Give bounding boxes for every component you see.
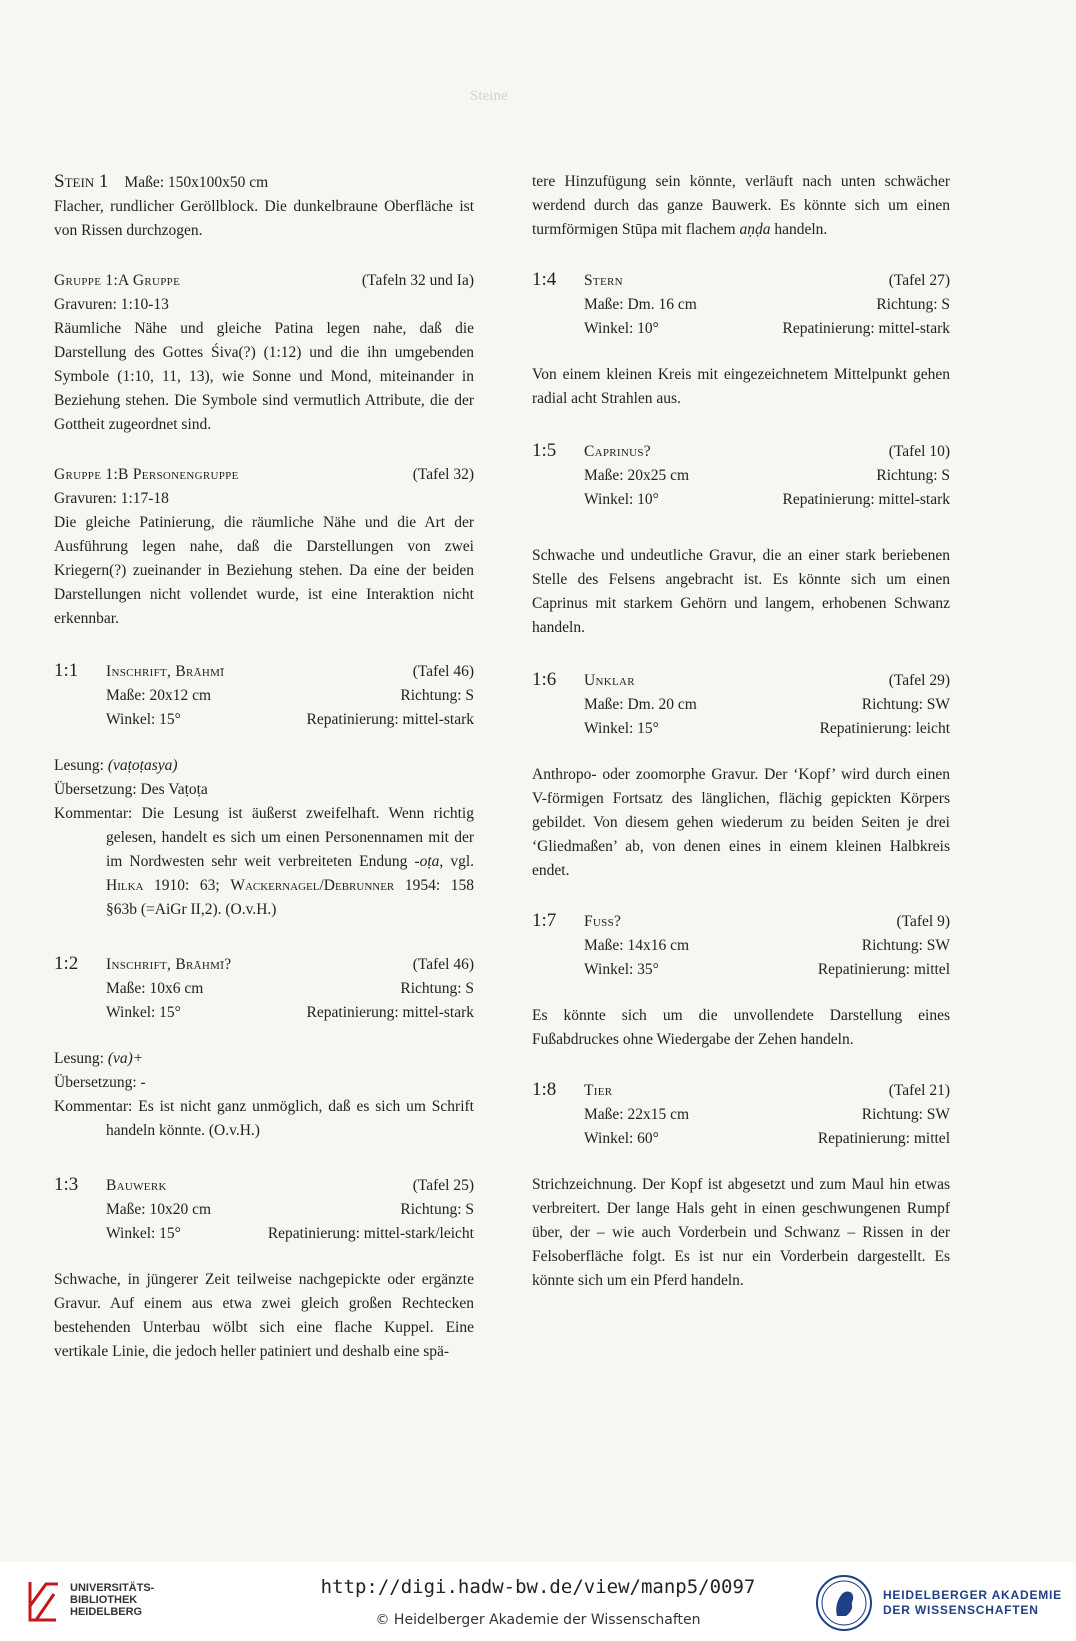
entry-description: Strichzeichnung. Der Kopf ist abgesetzt und zum Maul hin etwas verbreitert. Der lange Hals geht in einen geschwungenen Rumpf über, der – wie auch Vorderbein und Schwanz – Rissen in der Felsoberfläche folgt. Es ist nur ein Vorderbein dargestellt. Es könnte sich um ein Pferd handeln. <box>532 1176 950 1289</box>
ub-logo-text: UNIVERSITÄTS- BIBLIOTHEK HEIDELBERG <box>70 1582 155 1618</box>
entry-heading <box>532 439 950 464</box>
entry-angle: Winkel: 15° <box>106 711 181 728</box>
entry-size: Maße: 10x20 cm <box>106 1201 212 1218</box>
entry-comment: Kommentar: Es ist nicht ganz unmöglich, daß es sich um Schrift handeln könnte. (O.v.H.) <box>54 1098 474 1139</box>
entry-comment: Kommentar: Die Lesung ist äußerst zweifelhaft. Wenn richtig gelesen, handelt es sich um einen Personennamen mit der im Nordwesten sehr weit verbreiteten Endung -oṭa, vgl. Hilka 1910: 63; Wackernagel/Debrunner 1954: 158 §63b (=AiGr II,2). (O.v.H.) <box>54 805 474 918</box>
entry-description: Es könnte sich um die unvollendete Darstellung eines Fußabdruckes ohne Wiedergabe der Zehen handeln. <box>532 1007 950 1048</box>
gruppe-b-engravings: Gravuren: 1:17-18 <box>54 490 169 507</box>
left-column <box>54 170 474 1364</box>
entry-plate: (Tafel 46) <box>412 663 474 680</box>
gruppe-a-heading <box>54 269 474 293</box>
entry-meta <box>584 1103 950 1151</box>
hadw-logo-text: HEIDELBERGER AKADEMIE DER WISSENSCHAFTEN <box>882 1588 1062 1617</box>
entry-1-1 <box>54 659 474 922</box>
academy-seal-icon <box>815 1574 873 1632</box>
entry-angle: Winkel: 15° <box>584 720 659 737</box>
gruppe-a-engravings: Gravuren: 1:10-13 <box>54 296 169 313</box>
entry-angle: Winkel: 10° <box>584 320 659 337</box>
entry-translation: Übersetzung: Des Vaṭoṭa <box>54 781 208 798</box>
entry-meta <box>584 464 950 512</box>
entry-heading <box>54 1173 474 1198</box>
entry-angle: Winkel: 15° <box>106 1004 181 1021</box>
gruppe-a-plates: (Tafeln 32 und Ia) <box>361 272 474 289</box>
entry-1-3 <box>54 1173 474 1364</box>
entry-angle: Winkel: 15° <box>106 1225 181 1242</box>
entry-repatination: Repatinierung: mittel-stark/leicht <box>267 1225 474 1242</box>
entry-plate: (Tafel 25) <box>412 1177 474 1194</box>
entry-direction: Richtung: S <box>400 687 474 704</box>
entry-1-8 <box>532 1078 950 1293</box>
entry-meta <box>106 684 474 732</box>
entry-meta <box>584 693 950 741</box>
entry-repatination: Repatinierung: mittel <box>817 1130 950 1147</box>
entry-number: 1:5 <box>532 440 557 461</box>
entry-heading <box>532 1078 950 1103</box>
stein-description: Flacher, rundlicher Geröllblock. Die dunkelbraune Oberfläche ist von Rissen durchzogen. <box>54 198 474 239</box>
gruppe-b-plates: (Tafel 32) <box>412 466 474 483</box>
entry-description: Schwache und undeutliche Gravur, die an einer stark beriebenen Stelle des Felsens angebracht ist. Es könnte sich um einen Caprinus mit starkem Gehörn und langem, erhobenen Schwanz handeln. <box>532 547 950 636</box>
stein-title: Stein 1 <box>54 171 109 192</box>
entry-plate: (Tafel 10) <box>888 443 950 460</box>
entry-number: 1:1 <box>54 660 79 681</box>
entry-heading <box>532 909 950 934</box>
entry-angle: Winkel: 35° <box>584 961 659 978</box>
entry-title: Inschrift, Brāhmī? <box>106 956 232 973</box>
entry-description: Von einem kleinen Kreis mit eingezeichnetem Mittelpunkt gehen radial acht Strahlen aus. <box>532 366 950 407</box>
running-head: Steine <box>470 88 508 104</box>
entry-1-6 <box>532 668 950 883</box>
entry-title: Fuss? <box>584 913 622 930</box>
entry-heading <box>532 268 950 293</box>
permalink-url[interactable]: http://digi.hadw-bw.de/view/manp5/0097 <box>320 1576 756 1598</box>
entry-1-2 <box>54 952 474 1143</box>
entry-number: 1:7 <box>532 910 557 931</box>
entry-repatination: Repatinierung: mittel-stark <box>782 491 950 508</box>
footer-bar <box>0 1562 1076 1641</box>
entry-plate: (Tafel 29) <box>888 672 950 689</box>
entry-title: Bauwerk <box>106 1177 167 1194</box>
entry-angle: Winkel: 60° <box>584 1130 659 1147</box>
entry-reading: Lesung: (va)+ <box>54 1050 144 1067</box>
entry-plate: (Tafel 27) <box>888 272 950 289</box>
entry-meta <box>584 934 950 982</box>
entry-title: Unklar <box>584 672 635 689</box>
entry-direction: Richtung: S <box>400 980 474 997</box>
entry-repatination: Repatinierung: mittel-stark <box>782 320 950 337</box>
entry-size: Maße: 20x25 cm <box>584 467 690 484</box>
entry-plate: (Tafel 9) <box>896 913 950 930</box>
entry-number: 1:2 <box>54 953 79 974</box>
stein-dimensions: Maße: 150x100x50 cm <box>124 174 269 191</box>
gruppe-b-title: Gruppe 1:B Personengruppe <box>54 466 239 483</box>
entry-1-3-continued: tere Hinzufügung sein könnte, verläuft nach unten schwächer werdend durch das ganze Bauwerk. Es könnte sich um einen turmförmigen Stūpa mit flachem aṇḍa handeln. <box>532 173 950 238</box>
entry-1-5 <box>532 439 950 640</box>
entry-heading <box>54 952 474 977</box>
stein-heading <box>54 170 474 195</box>
entry-size: Maße: 14x16 cm <box>584 937 690 954</box>
entry-direction: Richtung: S <box>876 467 950 484</box>
entry-angle: Winkel: 10° <box>584 491 659 508</box>
entry-title: Inschrift, Brāhmī <box>106 663 225 680</box>
entry-direction: Richtung: SW <box>861 696 950 713</box>
entry-number: 1:8 <box>532 1079 557 1100</box>
entry-size: Maße: Dm. 16 cm <box>584 296 697 313</box>
entry-number: 1:3 <box>54 1174 79 1195</box>
entry-plate: (Tafel 21) <box>888 1082 950 1099</box>
entry-direction: Richtung: S <box>400 1201 474 1218</box>
entry-size: Maße: 10x6 cm <box>106 980 204 997</box>
entry-heading <box>54 659 474 684</box>
entry-translation: Übersetzung: - <box>54 1074 146 1091</box>
entry-meta <box>106 1198 474 1246</box>
entry-repatination: Repatinierung: mittel-stark <box>306 1004 474 1021</box>
entry-1-4 <box>532 268 950 411</box>
gruppe-a-title: Gruppe 1:A Gruppe <box>54 272 181 289</box>
entry-size: Maße: 20x12 cm <box>106 687 212 704</box>
entry-size: Maße: Dm. 20 cm <box>584 696 697 713</box>
gruppe-b-heading <box>54 463 474 487</box>
entry-direction: Richtung: SW <box>861 937 950 954</box>
gruppe-b-text: Die gleiche Patinierung, die räumliche Nähe und die Art der Ausführung legen nahe, daß die Darstellungen von zwei Kriegern(?) zueinander in Beziehung stehen. Da eine der beiden Darstellungen nicht vollendet wurde, ist eine Interaktion nicht erkennbar. <box>54 514 474 627</box>
hadw-logo[interactable] <box>815 1574 1062 1632</box>
entry-heading <box>532 668 950 693</box>
entry-description: Anthropo- oder zoomorphe Gravur. Der ‘Kopf’ wird durch einen V-förmigen Fortsatz des länglichen, flächig gepickten Körpers gebildet. Von diesem gehen wiederum zu beiden Seiten je drei ‘Gliedmaßen’ ab, von denen eines in einem kleinen Halbkreis endet. <box>532 766 950 879</box>
entry-title: Stern <box>584 272 623 289</box>
entry-repatination: Repatinierung: mittel <box>817 961 950 978</box>
entry-repatination: Repatinierung: mittel-stark <box>306 711 474 728</box>
copyright-notice: © Heidelberger Akademie der Wissenschaften <box>375 1612 701 1628</box>
entry-description: Schwache, in jüngerer Zeit teilweise nachgepickte oder ergänzte Gravur. Auf einem aus etwa zwei gleich großen Rechtecken bestehenden Unterbau wölbt sich eine flache Kuppel. Eine vertikale Linie, die jedoch heller patiniert und deshalb eine spä- <box>54 1271 474 1360</box>
entry-number: 1:6 <box>532 669 557 690</box>
entry-meta <box>106 977 474 1025</box>
entry-direction: Richtung: SW <box>861 1106 950 1123</box>
right-column <box>532 170 950 1293</box>
gruppe-a-text: Räumliche Nähe und gleiche Patina legen nahe, daß die Darstellung des Gottes Śiva(?) (1:12) und die ihn umgebenden Symbole (1:10, 11, 13), wie Sonne und Mond, miteinander in Beziehung stehen. Die Symbole sind vermutlich Attribute, die der Gottheit zugeordnet sind. <box>54 320 474 433</box>
entry-1-7 <box>532 909 950 1052</box>
entry-direction: Richtung: S <box>876 296 950 313</box>
entry-size: Maße: 22x15 cm <box>584 1106 690 1123</box>
entry-title: Tier <box>584 1082 613 1099</box>
entry-repatination: Repatinierung: leicht <box>819 720 950 737</box>
entry-meta <box>584 293 950 341</box>
entry-plate: (Tafel 46) <box>412 956 474 973</box>
entry-title: Caprinus? <box>584 443 651 460</box>
entry-number: 1:4 <box>532 269 557 290</box>
entry-reading: Lesung: (vaṭoṭasya) <box>54 757 178 774</box>
